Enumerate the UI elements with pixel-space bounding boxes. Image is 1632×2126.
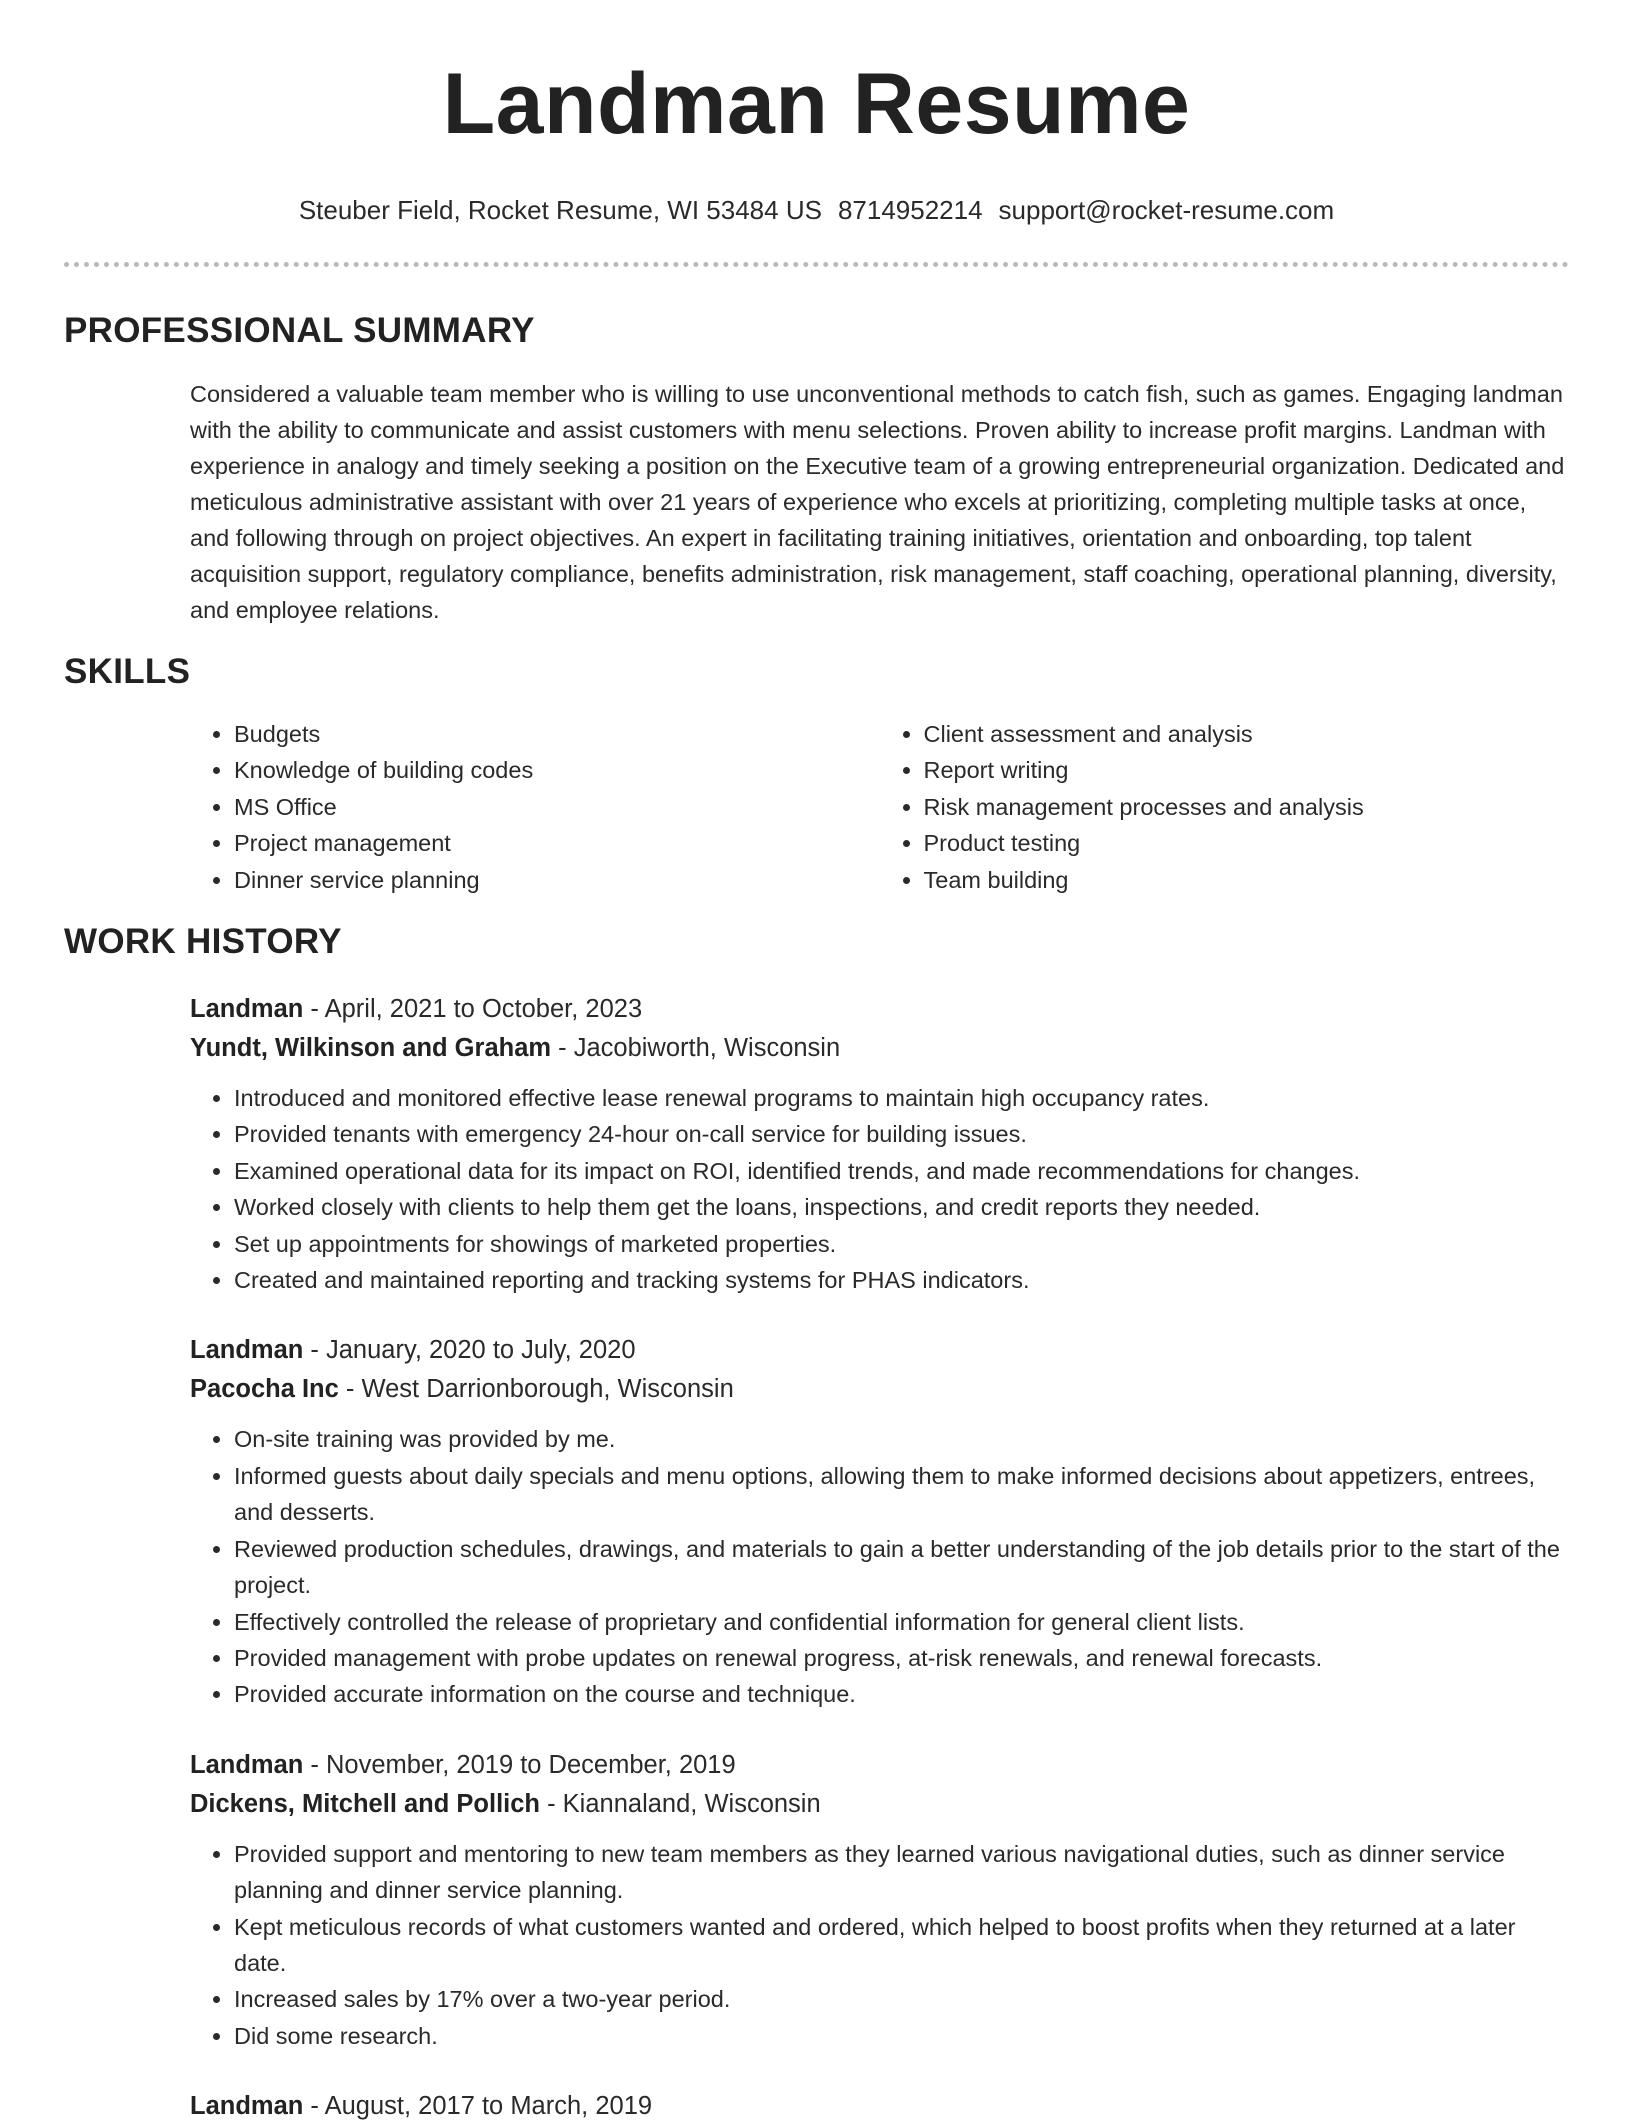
- job-location: - West Darrionborough, Wisconsin: [338, 1375, 734, 1404]
- job-dates: - August, 2017 to March, 2019: [303, 2092, 653, 2121]
- job-duty: • Provided management with probe updates on renewal progress, at-risk renewals, and renewal forecasts.: [234, 1640, 1569, 1676]
- job-duty: • On-site training was provided by me.: [234, 1421, 1569, 1457]
- job-location: - Kiannaland, Wisconsin: [540, 1789, 821, 1818]
- job-company: Pacocha Inc: [190, 1375, 339, 1404]
- job-title: Landman: [190, 1750, 304, 1779]
- work-history-section: [64, 922, 1569, 2126]
- section-heading-skills: SKILLS: [64, 652, 191, 691]
- professional-summary-section: [64, 311, 1569, 628]
- contact-address: Steuber Field, Rocket Resume, WI 53484 US: [298, 195, 822, 225]
- skill-item: • Report writing: [924, 752, 1570, 788]
- job-title-line: [190, 1746, 1569, 1785]
- skills-section: [64, 652, 1569, 898]
- job-title-line: [190, 1331, 1569, 1370]
- job-duties: [190, 1836, 1569, 2054]
- job-company-line: [190, 1785, 1569, 1824]
- job-duty: • Kept meticulous records of what customers wanted and ordered, which helped to boost profits when they returned at a later date.: [234, 1909, 1569, 1982]
- job-dates: - November, 2019 to December, 2019: [303, 1750, 736, 1779]
- skill-item: • Project management: [234, 825, 880, 861]
- resume-title: Landman Resume: [442, 56, 1191, 152]
- skills-list-right: [880, 716, 1570, 898]
- header-divider: [64, 262, 1569, 267]
- job-title-line: [190, 990, 1569, 1029]
- contact-line: [64, 194, 1569, 226]
- job-company-line: [190, 1370, 1569, 1409]
- skill-item: • Client assessment and analysis: [924, 716, 1570, 752]
- job-entry: [190, 990, 1569, 1298]
- skill-item: • Knowledge of building codes: [234, 752, 880, 788]
- job-duty: • Effectively controlled the release of proprietary and confidential information for general client lists.: [234, 1604, 1569, 1640]
- contact-email: support@rocket-resume.com: [998, 195, 1335, 225]
- job-duty: • Created and maintained reporting and tracking systems for PHAS indicators.: [234, 1262, 1569, 1298]
- job-duty: • Introduced and monitored effective lease renewal programs to maintain high occupancy rates.: [234, 1080, 1569, 1116]
- job-duty: • Increased sales by 17% over a two-year period.: [234, 1981, 1569, 2017]
- job-duty: • Provided tenants with emergency 24-hour on-call service for building issues.: [234, 1116, 1569, 1152]
- job-title-line: [190, 2087, 1569, 2126]
- skill-item: • Product testing: [924, 825, 1570, 861]
- job-entry: [190, 1331, 1569, 1712]
- job-duty: • Set up appointments for showings of marketed properties.: [234, 1226, 1569, 1262]
- section-heading-summary: PROFESSIONAL SUMMARY: [64, 311, 535, 350]
- job-duties: [190, 1421, 1569, 1712]
- job-duty: • Provided support and mentoring to new team members as they learned various navigational duties, such as dinner service planning and dinner service planning.: [234, 1836, 1569, 1909]
- job-dates: - January, 2020 to July, 2020: [303, 1336, 636, 1365]
- skill-item: • Dinner service planning: [234, 862, 880, 898]
- skill-item: • Risk management processes and analysis: [924, 789, 1570, 825]
- skills-columns: [190, 716, 1569, 898]
- skills-list-left: [190, 716, 880, 898]
- job-duty: • Provided accurate information on the course and technique.: [234, 1676, 1569, 1712]
- skill-item: • Team building: [924, 862, 1570, 898]
- job-company: Yundt, Wilkinson and Graham: [190, 1034, 552, 1063]
- job-title: Landman: [190, 995, 304, 1024]
- job-entry: [190, 2087, 1569, 2126]
- job-duty: • Did some research.: [234, 2018, 1569, 2054]
- skill-item: • MS Office: [234, 789, 880, 825]
- skill-item: • Budgets: [234, 716, 880, 752]
- job-duty: • Examined operational data for its impact on ROI, identified trends, and made recommendations for changes.: [234, 1153, 1569, 1189]
- job-company: Dickens, Mitchell and Pollich: [190, 1789, 541, 1818]
- job-company-line: [190, 1029, 1569, 1068]
- job-duties: [190, 1080, 1569, 1298]
- section-heading-work-history: WORK HISTORY: [64, 922, 342, 962]
- job-duty: • Informed guests about daily specials and menu options, allowing them to make informed decisions about appetizers, entrees, and desserts.: [234, 1458, 1569, 1531]
- job-location: - Jacobiworth, Wisconsin: [551, 1034, 841, 1063]
- job-dates: - April, 2021 to October, 2023: [303, 995, 643, 1024]
- contact-phone: 8714952214: [837, 195, 983, 225]
- job-title: Landman: [190, 2092, 304, 2121]
- summary-text: Considered a valuable team member who is willing to use unconventional methods to catch fish, such as games. Engaging landman with the ability to communicate and assist customers with menu selections. Proven ability to increase profit margins. Landman with experience in analogy and timely seeking a position on the Executive team of a growing entrepreneurial organization. Dedicated and meticulous administrative assistant with over 21 years of experience who excels at prioritizing, completing multiple tasks at once, and following through on project objectives. An expert in facilitating training initiatives, orientation and onboarding, top talent acquisition support, regulatory compliance, benefits administration, risk management, staff coaching, operational planning, diversity, and employee relations.: [190, 381, 1565, 623]
- job-entry: [190, 1746, 1569, 2054]
- job-duty: • Reviewed production schedules, drawings, and materials to gain a better understanding of the job details prior to the start of the project.: [234, 1531, 1569, 1604]
- job-list: [190, 990, 1569, 2126]
- job-title: Landman: [190, 1336, 304, 1365]
- resume-page: [64, 0, 1569, 2126]
- job-duty: • Worked closely with clients to help them get the loans, inspections, and credit reports they needed.: [234, 1189, 1569, 1225]
